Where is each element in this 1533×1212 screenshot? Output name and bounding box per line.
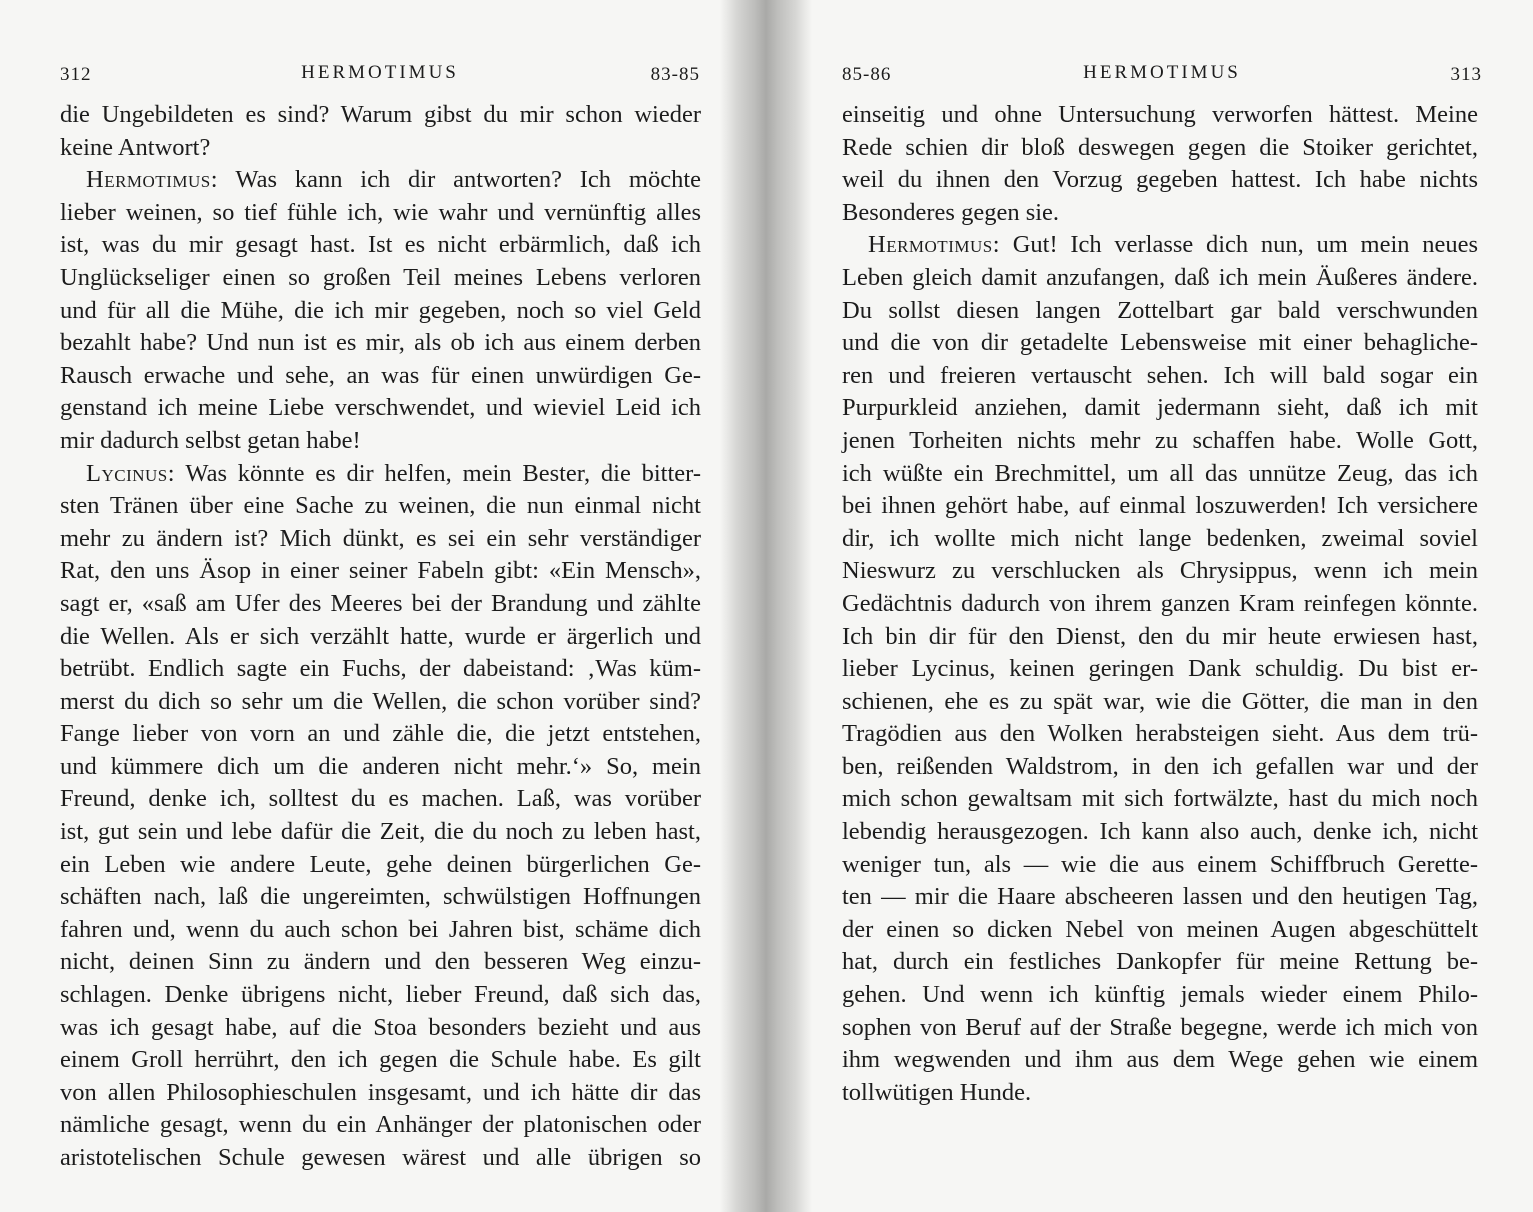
text-line: Rausch erwache und sehe, an was für einen unwürdigen Ge- — [60, 361, 701, 389]
text-line: der einen so dicken Nebel von meinen Augen abgeschüttelt — [842, 915, 1478, 943]
text-line: Leben gleich damit anzufangen, daß ich mein Äußeres ändere. — [842, 263, 1478, 291]
text-line: was ich gesagt habe, auf die Stoa besonders bezieht und aus — [60, 1013, 701, 1041]
text-line: ihm wegwenden und ihm aus dem Wege gehen wie einem — [842, 1046, 1478, 1074]
text-line: keine Antwort? — [60, 133, 211, 161]
text-line: Rat, den uns Äsop in einer seiner Fabeln gibt: «Ein Mensch», — [60, 557, 701, 585]
line-text: Was könnte es dir helfen, mein Bester, die bitter- — [185, 459, 701, 487]
text-line: lebendig herausgezogen. Ich kann also auch, denke ich, nicht — [842, 818, 1478, 846]
right-text-block — [842, 99, 1478, 1109]
text-line: Unglückseliger einen so großen Teil meines Lebens verloren — [60, 263, 701, 291]
text-line: weil du ihnen den Vorzug gegeben hattest. Ich habe nichts — [842, 166, 1478, 194]
text-line: dir, ich wollte mich nicht lange bedenken, zweimal soviel — [842, 524, 1478, 552]
text-line: ren und freieren vertauscht sehen. Ich will bald sogar ein — [842, 361, 1478, 389]
text-line: tollwütigen Hunde. — [842, 1078, 1032, 1106]
text-line: jenen Torheiten nichts mehr zu schaffen habe. Wolle Gott, — [842, 426, 1478, 454]
right-page — [772, 0, 1533, 1212]
text-line: betrübt. Endlich sagte ein Fuchs, der dabeistand: ‚Was küm- — [60, 655, 701, 683]
text-line: fahren und, wenn du auch schon bei Jahren bist, schäme dich — [60, 915, 701, 943]
text-line: lieber Lycinus, keinen geringen Dank schuldig. Du bist er- — [842, 655, 1478, 683]
text-line: die Wellen. Als er sich verzählt hatte, wurde er ärgerlich und — [60, 622, 701, 650]
text-line: lieber weinen, so tief fühle ich, wie wahr und vernünftig alles — [60, 198, 701, 226]
text-line: gehen. Und wenn ich künftig jemals wieder einem Philo- — [842, 981, 1478, 1009]
text-line — [60, 458, 701, 491]
text-line: und die von dir getadelte Lebensweise mit einer behagliche- — [842, 329, 1478, 357]
text-line: Gedächtnis dadurch von ihrem ganzen Kram reinfegen könnte. — [842, 589, 1478, 617]
speaker-label: Hermotimus: — [868, 231, 1001, 259]
text-line: nicht, deinen Sinn zu ändern und den besseren Weg einzu- — [60, 948, 701, 976]
text-line: mir dadurch selbst getan habe! — [60, 426, 361, 454]
text-line: von allen Philosophieschulen insgesamt, und ich hätte dir das — [60, 1078, 701, 1106]
text-line: die Ungebildeten es sind? Warum gibst du mir schon wieder — [60, 101, 701, 128]
line-text: Gut! Ich verlasse dich nun, um mein neues — [1012, 231, 1478, 259]
text-line: weniger tun, als — wie die aus einem Schiffbruch Gerette- — [842, 850, 1478, 878]
text-line: nämliche gesagt, wenn du ein Anhänger der platonischen oder — [60, 1111, 701, 1139]
running-title: HERMOTIMUS — [301, 62, 459, 83]
text-line: Rede schien dir bloß deswegen gegen die Stoiker gerichtet, — [842, 133, 1478, 161]
text-line: einseitig und ohne Untersuchung verworfen hättest. Meine — [842, 101, 1478, 128]
text-line: ist, was du mir gesagt hast. Ist es nicht erbärmlich, daß ich — [60, 231, 701, 259]
left-text-block — [60, 99, 701, 1175]
text-line: sophen von Beruf auf der Straße begegne, werde ich mich von — [842, 1013, 1478, 1041]
text-line: ten — mir die Haare abscheeren lassen und den heutigen Tag, — [842, 883, 1478, 911]
text-line: bei ihnen gehört habe, auf einmal loszuwerden! Ich versichere — [842, 492, 1478, 520]
speaker-label: Lycinus: — [86, 459, 176, 487]
left-running-head — [60, 62, 700, 86]
text-line: aristotelischen Schule gewesen wärest und alle übrigen so — [60, 1144, 701, 1171]
text-line: Freund, denke ich, solltest du es machen. Laß, was vorüber — [60, 785, 701, 813]
text-line: Ich bin dir für den Dienst, den du mir heute erwiesen hast, — [842, 622, 1478, 650]
text-line: ist, gut sein und lebe dafür die Zeit, die du noch zu leben hast, — [60, 818, 701, 846]
text-line: sten Tränen über eine Sache zu weinen, die nun einmal nicht — [60, 492, 701, 520]
text-line: bezahlt habe? Und nun ist es mir, als ob ich aus einem derben — [60, 329, 701, 357]
text-line: mich schon gewaltsam mit sich fortwälzte, hast du mich noch — [842, 785, 1478, 813]
page-number: 312 — [60, 64, 92, 85]
line-text: Was kann ich dir antworten? Ich möchte — [235, 166, 702, 194]
running-title: HERMOTIMUS — [1083, 62, 1241, 83]
text-line: Besonderes gegen sie. — [842, 198, 1060, 226]
text-line: ben, reißenden Waldstrom, in den ich gefallen war und der — [842, 752, 1478, 780]
text-line — [842, 229, 1478, 262]
text-line: schlagen. Denke übrigens nicht, lieber Freund, daß sich das, — [60, 981, 701, 1009]
section-reference: 83-85 — [650, 64, 700, 85]
text-line: ich wüßte ein Brechmittel, um all das unnütze Zeug, das ich — [842, 459, 1478, 487]
text-line — [60, 164, 701, 197]
text-line: Du sollst diesen langen Zottelbart gar bald verschwunden — [842, 296, 1478, 324]
text-line: und für all die Mühe, die ich mir gegeben, noch so viel Geld — [60, 296, 701, 324]
text-line: schäften nach, laß die ungereimten, schwülstigen Hoffnungen — [60, 883, 701, 911]
left-page — [0, 0, 752, 1212]
text-line: mehr zu ändern ist? Mich dünkt, es sei ein sehr verständiger — [60, 524, 701, 552]
text-line: Purpurkleid anziehen, damit jedermann sieht, daß ich mit — [842, 394, 1478, 422]
text-line: und kümmere dich um die anderen nicht mehr.‘» So, mein — [60, 752, 701, 780]
text-line: einem Groll herrührt, den ich gegen die Schule habe. Es gilt — [60, 1046, 701, 1074]
section-reference: 85-86 — [842, 64, 892, 85]
text-line: sagt er, «saß am Ufer des Meeres bei der Brandung und zählte — [60, 589, 701, 617]
text-line: ein Leben wie andere Leute, gehe deinen bürgerlichen Ge- — [60, 850, 701, 878]
speaker-label: Hermotimus: — [86, 166, 219, 194]
text-line: Fange lieber von vorn an und zähle die, die jetzt entstehen, — [60, 720, 701, 748]
right-running-head — [842, 62, 1482, 86]
text-line: schienen, ehe es zu spät war, wie die Götter, die man in den — [842, 687, 1478, 715]
page-number: 313 — [1450, 64, 1482, 85]
text-line: Nieswurz zu verschlucken als Chrysippus, wenn ich mein — [842, 557, 1478, 585]
text-line: merst du dich so sehr um die Wellen, die schon vorüber sind? — [60, 687, 701, 715]
text-line: Tragödien aus den Wolken herabsteigen sieht. Aus dem trü- — [842, 720, 1478, 748]
text-line: hat, durch ein festliches Dankopfer für meine Rettung be- — [842, 948, 1478, 976]
text-line: genstand ich meine Liebe verschwendet, und wieviel Leid ich — [60, 394, 701, 422]
